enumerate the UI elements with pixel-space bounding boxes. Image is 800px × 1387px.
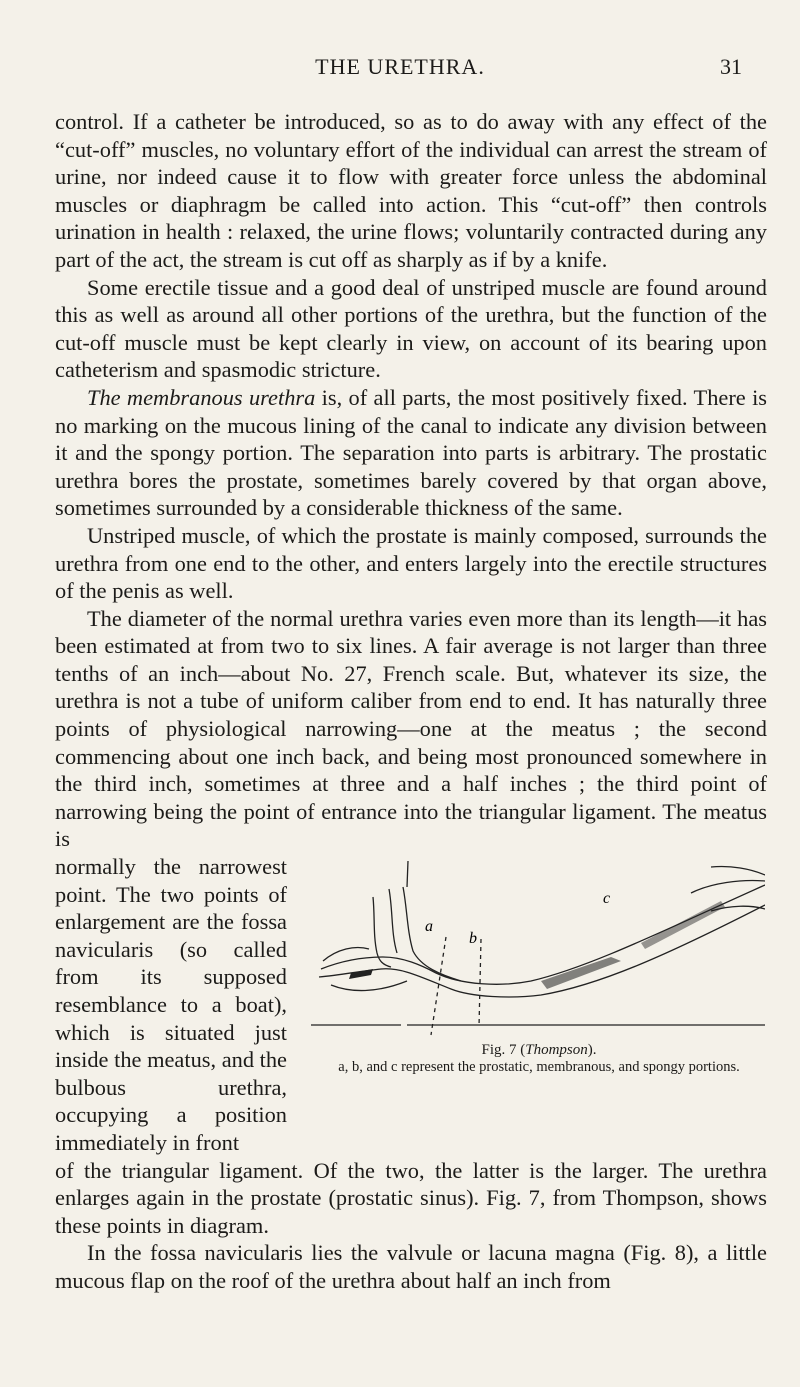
figure-7 bbox=[311, 853, 767, 1076]
paragraph-3 bbox=[55, 384, 767, 522]
running-head bbox=[0, 54, 800, 84]
urethra-diagram bbox=[311, 857, 765, 1037]
diagram-bulb-lower bbox=[331, 981, 407, 991]
running-title: THE URETHRA. bbox=[315, 54, 485, 79]
label-b: b bbox=[469, 930, 477, 948]
label-a: a bbox=[425, 918, 433, 936]
diagram-shading-spongy bbox=[541, 957, 621, 989]
diagram-shading-spongy-distal bbox=[641, 901, 725, 949]
caption-suffix: ). bbox=[587, 1042, 597, 1059]
figure-caption-title bbox=[311, 1041, 767, 1059]
diagram-pointer bbox=[407, 861, 408, 887]
paragraph-2: Some erectile tissue and a good deal of unstriped muscle are found around this as well as around all other portions of the urethra, but the function of the cut-off muscle must be kept clearly in view, on account of its bearing upon catheterism and spasmodic stricture. bbox=[55, 274, 767, 383]
paragraph-1: control. If a catheter be introduced, so as to do away with any effect of the “cut-off” muscles, no voluntary effort of the individual can arrest the stream of urine, nor indeed cause it to flow with greater force unless the abdominal muscles or diaphragm be called into action. This “cut-off” then controls urination in health : relaxed, the urine flows; voluntarily contracted during any part of the act, the stream is cut off as sharply as if by a knife. bbox=[55, 109, 767, 272]
paragraph-5-wrapped: normally the narrowest point. The two points of enlargement are the fossa navicularis (so called from its supposed resemblance to a boat), which is situated just inside the meatus, and the bulbous urethra, occupying a position immediately in front bbox=[55, 854, 287, 1155]
paragraph-6: In the fossa navicularis lies the valvule or lacuna magna (Fig. 8), a little mucous flap on the roof of the urethra about half an inch from bbox=[55, 1240, 767, 1293]
figure-caption-text: a, b, and c represent the prostatic, membranous, and spongy portions. bbox=[338, 1059, 740, 1076]
body-text bbox=[55, 108, 767, 1295]
diagram-prostate-mid bbox=[389, 889, 397, 953]
diagram-shading-bulb bbox=[349, 969, 373, 979]
diagram-glans-top bbox=[711, 867, 765, 876]
caption-prefix: Fig. 7 ( bbox=[481, 1042, 526, 1059]
paragraph-5: The diameter of the normal urethra varies even more than its length—it has been estimated at from two to six lines. A fair average is not larger than three tenths of an inch—about No. 27, French scale. But, whatever its size, the urethra is not a tube of uniform caliber from end to end. It has naturally three points of physiological narrowing—one at the meatus ; the second commencing about one inch back, and being most pronounced somewhere in the third inch, sometimes at three and a half inches ; the third point of narrowing being the point of entrance into the triangular ligament. The meatus is bbox=[55, 605, 767, 852]
label-c: c bbox=[603, 890, 611, 908]
page-number: 31 bbox=[720, 54, 742, 79]
caption-source: Thompson bbox=[525, 1042, 588, 1059]
paragraph-5-end: of the triangular ligament. Of the two, the latter is the larger. The urethra enlarges again in the prostate (prostatic sinus). Fig. 7, from Thompson, shows these points in diagram. bbox=[55, 1157, 767, 1238]
term-membranous-urethra: The membranous urethra bbox=[87, 384, 316, 410]
diagram-bulb-upper bbox=[323, 948, 369, 962]
diagram-glans-mid bbox=[691, 881, 765, 894]
paragraph-4: Unstriped muscle, of which the prostate is mainly composed, surrounds the urethra from one end to the other, and enters largely into the erectile structures of the penis as well. bbox=[55, 522, 767, 604]
paragraph-3-text: is, of all parts, the most positively fixed. There is no marking on the mucous lining of the canal to indicate any division between it and the spongy portion. The separation into parts is arbitrary. The prostatic urethra bores the prostate, sometimes barely covered by that organ above, sometimes surrounded by a considerable thickness of the same. bbox=[55, 384, 768, 521]
figure-wrap-row bbox=[55, 853, 767, 1157]
